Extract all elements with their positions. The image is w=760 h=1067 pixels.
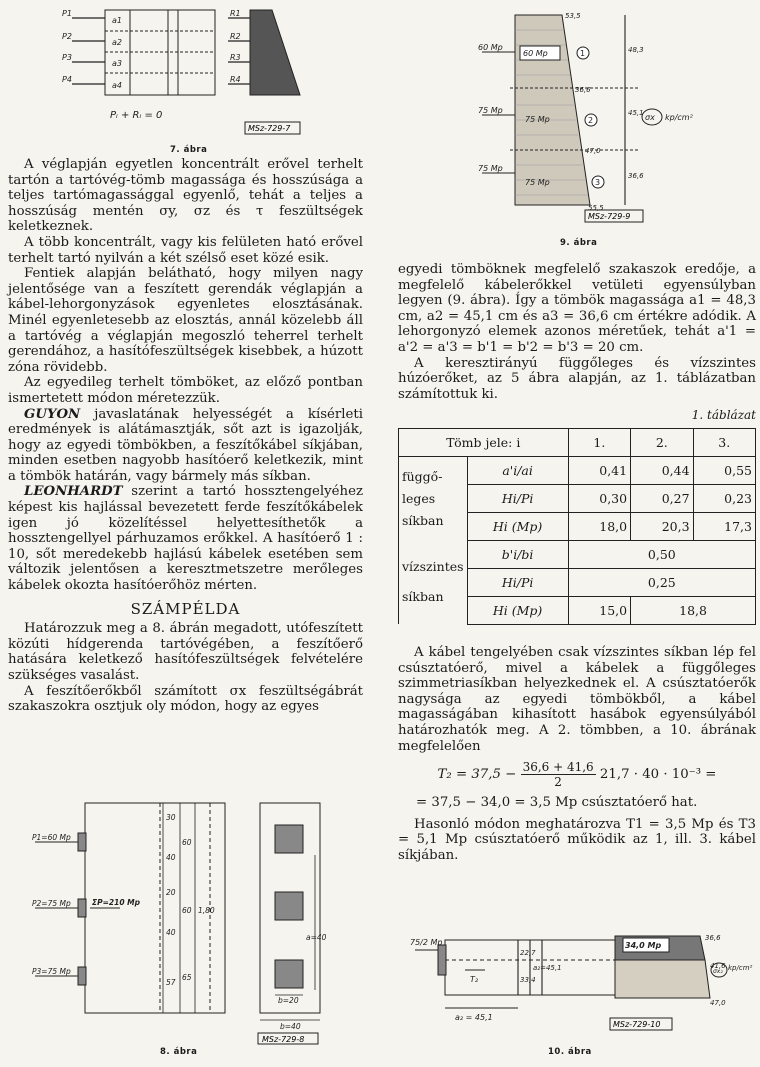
fig10-bottom: 47,0 (710, 999, 726, 1007)
right-p3: A kábel tengelyében csak vízszintes síkban lép fel csúsztatóerő, mivel a kábelek a függőleges szimmetriasíkban helyezkednek el. A csúsztatóerők nagysága az egyedi tömbökből, a kábel magasságában kihasított hasábok egyensúlyából határozhatók meg. A 2. tömbben, a 10. ábrának megfelelően (398, 644, 756, 754)
th-3: 3. (693, 428, 755, 456)
fig9-top: 53,5 (565, 12, 581, 20)
fig10-mid: 41,6 (710, 962, 726, 970)
fig8-load-2: P2=75 Mp (32, 899, 71, 908)
fig7-r2: R2 (230, 32, 241, 41)
fig9-sigma: σx (645, 113, 655, 122)
fig10-sigma: σx₂ (713, 968, 723, 975)
left-p2: A több koncentrált, vagy kis felületen ható erővel terhelt tartó nyilván a két szélső eset közé esik. (8, 234, 363, 266)
fig8-d4: 40 (166, 928, 176, 937)
fig8-d5: 57 (166, 978, 176, 987)
fig9-load-2: 75 Mp (478, 106, 503, 115)
fig7-r3: R3 (230, 53, 241, 62)
fig7-a2: a2 (112, 38, 122, 47)
fig7-a3: a3 (112, 59, 122, 68)
fig9-bottom: 55,5 (588, 204, 604, 212)
fig8-total-dim: 1,80 (198, 906, 215, 915)
table-1: Tömb jele: i 1. 2. 3. függő- leges síkban a'i/ai 0,41 0,44 0,55 Hi/Pi 0,30 0,27 0,23 Hi (Mp) 18,0 20,3 17,3 vízszintes síkban b'i/bi 0,50 Hi/Pi 0,25 Hi (Mp) 15,0 18,8 (398, 428, 756, 625)
fig9-h2: 45,1 (628, 109, 644, 117)
table-title: 1. táblázat (691, 408, 756, 423)
fig7-a4: a4 (112, 81, 122, 90)
figure-9 (470, 10, 693, 230)
fig8-total: ΣP=210 Mp (92, 898, 141, 907)
fig8-m3: 65 (182, 973, 192, 982)
fig9-stamp: MSz-729-9 (588, 212, 631, 221)
equation-1: T₂ = 37,5 − $\frac{36,6 + 41,6}{2}$ 21,7 · 40 · 10⁻³ = (437, 760, 717, 790)
fig8-b40: b=40 (280, 1022, 301, 1031)
fig10-block: 34,0 Mp (625, 941, 662, 950)
fig9-block-3: 75 Mp (525, 178, 550, 187)
fig8-caption: 8. ábra (160, 1047, 198, 1057)
figure-8 (30, 795, 340, 1045)
fig9-block-2: 75 Mp (525, 115, 550, 124)
left-p7: Határozzuk meg a 8. ábrán megadott, utófeszített közúti hídgerenda tartóvégében, a feszítőerő hatására keletkező hasítófeszültségek felvételére szükséges vasalást. (8, 621, 363, 683)
th-1: 1. (568, 428, 630, 456)
fig9-mid1: 36,6 (575, 86, 591, 94)
fig8-d2: 40 (166, 853, 176, 862)
equation-2: = 37,5 − 34,0 = 3,5 Mp csúsztatóerő hat. (416, 795, 698, 811)
fig10-stamp: MSz-729-10 (613, 1020, 661, 1029)
guyon-name: GUYON (24, 406, 81, 422)
th-2: 2. (631, 428, 693, 456)
fig10-top: 36,6 (705, 934, 721, 942)
right-p1: egyedi tömböknek megfelelő szakaszok eredője, a megfelelő kábelerőkkel vetületi egyensúlyban legyen (9. ábra). Így a tömbök magassága a1 = 48,3 cm, a2 = 45,1 cm és a3 = 36,6 cm értékre adódik. A lehorgonyzó elemek azonos méretűek, tehát a'1 = a'2 = a'3 = b'1 = b'2 = b'3 = 20 cm. (398, 262, 756, 355)
right-p2: A keresztirányú függőleges és vízszintes húzóerőket, az 5 ábra alapján, az 1. táblázatban számítottuk ki. (398, 355, 756, 402)
fig9-c1: 1 (580, 49, 586, 58)
th-block: Tömb jele: i (399, 428, 569, 456)
fig8-stamp: MSz-729-8 (262, 1035, 305, 1044)
fig8-b20: b=20 (278, 996, 299, 1005)
fig7-p2: P2 (62, 32, 72, 41)
fig7-formula: Pᵢ + Rᵢ = 0 (110, 110, 163, 121)
fig8-m1: 60 (182, 838, 192, 847)
figure-10 (410, 930, 753, 1040)
figure-7 (60, 5, 305, 140)
fig10-load: 75/2 Mp (410, 938, 443, 947)
fig9-load-3: 75 Mp (478, 164, 503, 173)
fig9-h1: 48,3 (628, 46, 644, 54)
fig7-p3: P3 (62, 53, 72, 62)
fig7-p1: P1 (62, 9, 72, 18)
fig9-load-1: 60 Mp (478, 43, 503, 52)
fig10-t2: T₂ (470, 975, 479, 984)
fig10-d1: 22,7 (520, 949, 536, 957)
fig8-d3: 20 (166, 888, 176, 897)
fig7-a1: a1 (112, 16, 122, 25)
fig9-c2: 2 (588, 116, 594, 125)
left-p3: Fentiek alapján belátható, hogy milyen nagy jelentősége van a feszített gerendák véglapján a kábel-lehorgonyzások egyenletes elosztásának. Minél egyenletesebb az elosztás, annál közelebb áll a tartóvég a véglapján megoszló teherrel terhelt gerendához, a hasítófeszültségek kisebbek, a húzott zóna rövidebb. (8, 266, 363, 375)
left-p5: GUYON javaslatának helyességét a kísérleti eredmények is alátámasztják, sőt azt is igazolják, hogy az egyedi tömbökben, a feszítőkábel síkjában, minden esetben nagyobb hasítóerő keletkezik, mint a tömbök határán, vagy bármely más síkban. (8, 406, 363, 484)
right-p4: Hasonló módon meghatározva T1 = 3,5 Mp és T3 = 5,1 Mp csúsztatóerő működik az 1, ill. 3. kábel síkjában. (398, 816, 756, 863)
fig10-d2: 33,4 (520, 976, 536, 984)
fig8-load-3: P3=75 Mp (32, 967, 71, 976)
right-column (398, 262, 756, 863)
fig9-block-1: 60 Mp (523, 49, 548, 58)
fig8-load-1: P1=60 Mp (32, 833, 71, 842)
group-horizontal: vízszintes síkban (399, 540, 468, 624)
fig9-mid2: 47,0 (585, 147, 601, 155)
left-p6: LEONHARDT szerint a tartó hossztengelyéhez képest kis hajlással bevezetett ferde feszítőkábelek igen jó közelítéssel helyettesíthetők a hossztengellyel párhuzamos erőkkel. A hasítóerő 1 : 10, sőt meredekebb hajlású kábelek esetében sem változik jelentősen a keresztmetszetre merőleges kábelek okozta hasítóerőhöz mérten. (8, 484, 363, 594)
fig10-unit: kp/cm² (728, 964, 753, 972)
left-p1: A véglapján egyetlen koncentrált erővel terhelt tartón a tartóvég-tömb magassága és hosszúsága a teljes tartómagassággal egyenlő, tehát a teljes a hosszúság mentén σy, σz és τ feszültségek keletkeznek. (8, 157, 363, 235)
fig9-h3: 36,6 (628, 172, 644, 180)
left-p4: Az egyedileg terhelt tömböket, az előző pontban ismertetett módon méretezzük. (8, 375, 363, 406)
leonhardt-name: LEONHARDT (24, 484, 123, 500)
fig7-r4: R4 (230, 75, 241, 84)
fig9-unit: kp/cm² (665, 113, 693, 122)
fig9-c3: 3 (595, 178, 601, 187)
fig10-bottom-dim: a₂ = 45,1 (455, 1013, 493, 1022)
left-p8: A feszítőerőkből számított σx feszültségábrát szakaszokra osztjuk oly módon, hogy az egyes (8, 683, 363, 715)
fig8-a40: a=40 (306, 933, 327, 942)
fig7-p4: P4 (62, 75, 72, 84)
fig9-caption: 9. ábra (560, 238, 598, 248)
left-column (8, 157, 363, 715)
fig7-caption: 7. ábra (170, 145, 208, 155)
fig8-d1: 30 (166, 813, 176, 822)
fig10-caption: 10. ábra (548, 1047, 592, 1057)
fig8-m2: 60 (182, 906, 192, 915)
fig7-stamp: MSz-729-7 (248, 124, 291, 133)
fig10-d3: a₂=45,1 (533, 964, 562, 972)
section-heading: SZÁMPÉLDA (130, 599, 241, 618)
fig7-r1: R1 (230, 9, 241, 18)
group-vertical: függő- leges síkban (399, 456, 468, 540)
